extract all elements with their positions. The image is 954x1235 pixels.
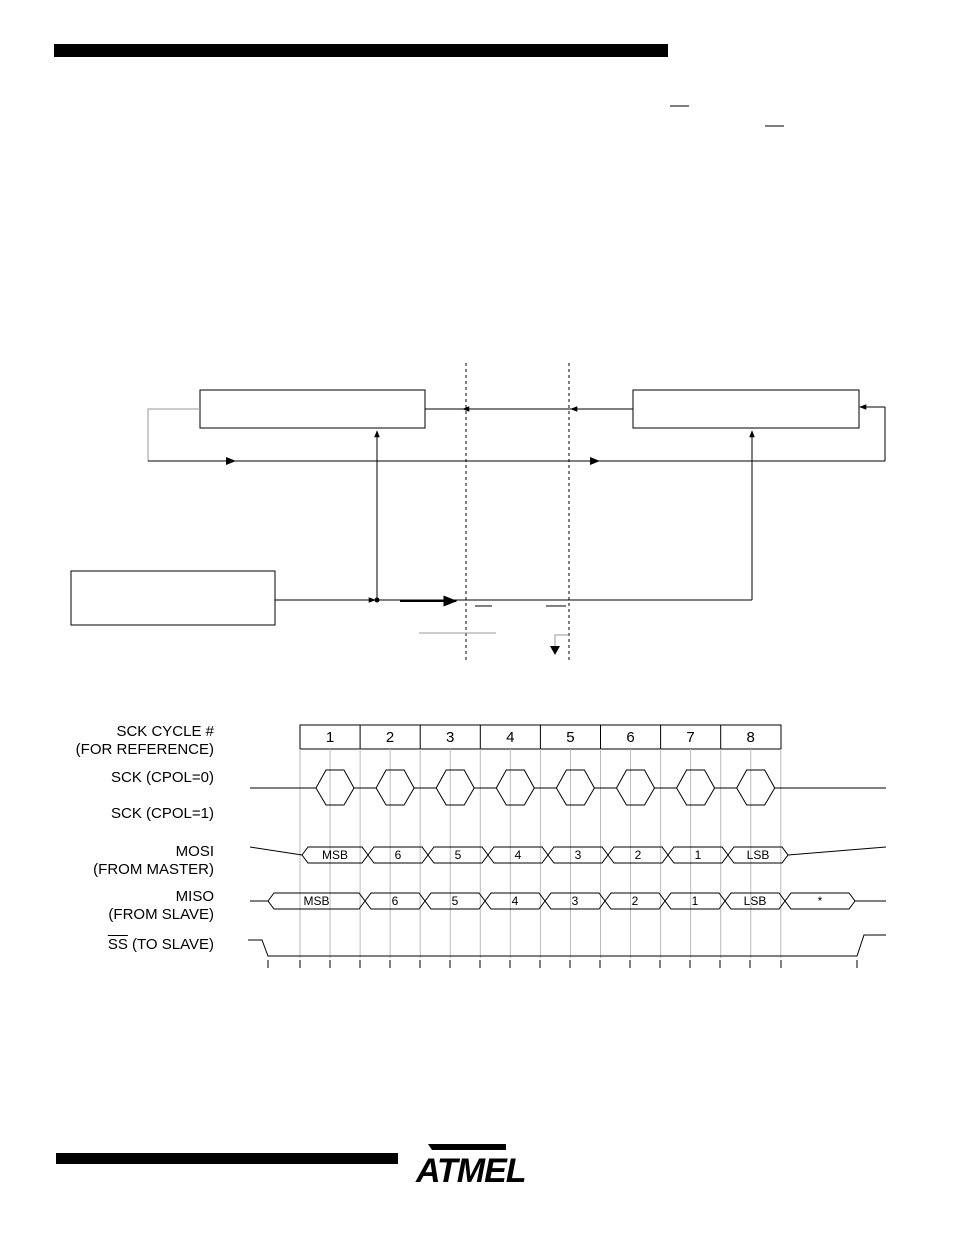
cycle-number: 3 [446, 729, 455, 746]
cycle-number: 6 [626, 729, 635, 746]
bit-label: 5 [454, 848, 462, 862]
sck-cpol1-waveform [250, 788, 886, 805]
svg-text:ATMEL: ATMEL [416, 1152, 526, 1190]
bit-label: LSB [743, 894, 767, 908]
bit-label: 1 [694, 848, 702, 862]
cycle-number: 7 [686, 729, 695, 746]
cycle-number: 8 [746, 729, 755, 746]
sck-cpol0-waveform [250, 770, 886, 788]
miso-label: MISO (FROM SLAVE) [108, 888, 214, 923]
mosi-label: MOSI (FROM MASTER) [93, 843, 214, 878]
sck-cpol0-label: SCK (CPOL=0) [111, 769, 214, 786]
bit-label: LSB [746, 848, 770, 862]
ss-label: $\overline{SS}$ (TO SLAVE) [107, 936, 214, 953]
bit-label: * [817, 894, 823, 908]
bit-label: 5 [451, 894, 459, 908]
cycle-number: 1 [325, 729, 335, 746]
bit-label: 2 [634, 848, 642, 862]
sck-cpol1-label: SCK (CPOL=1) [111, 805, 214, 822]
bit-label: 3 [574, 848, 582, 862]
ss-waveform [248, 935, 886, 956]
bit-label: 1 [691, 894, 699, 908]
atmel-logo [410, 1140, 526, 1190]
cycle-number: 4 [506, 729, 515, 746]
bit-label: MSB [321, 848, 348, 862]
footer-rule [56, 1153, 398, 1164]
cycle-number: 2 [385, 729, 395, 746]
bit-label: 4 [514, 848, 522, 862]
bit-label: 6 [394, 848, 402, 862]
bit-label: MSB [303, 894, 330, 908]
bit-label: 3 [571, 894, 579, 908]
sck-cycle-label: SCK CYCLE # (FOR REFERENCE) [75, 723, 214, 758]
bit-label: 2 [631, 894, 639, 908]
cycle-number: 5 [566, 729, 575, 746]
bit-label: 4 [511, 894, 519, 908]
bit-label: 6 [391, 894, 399, 908]
